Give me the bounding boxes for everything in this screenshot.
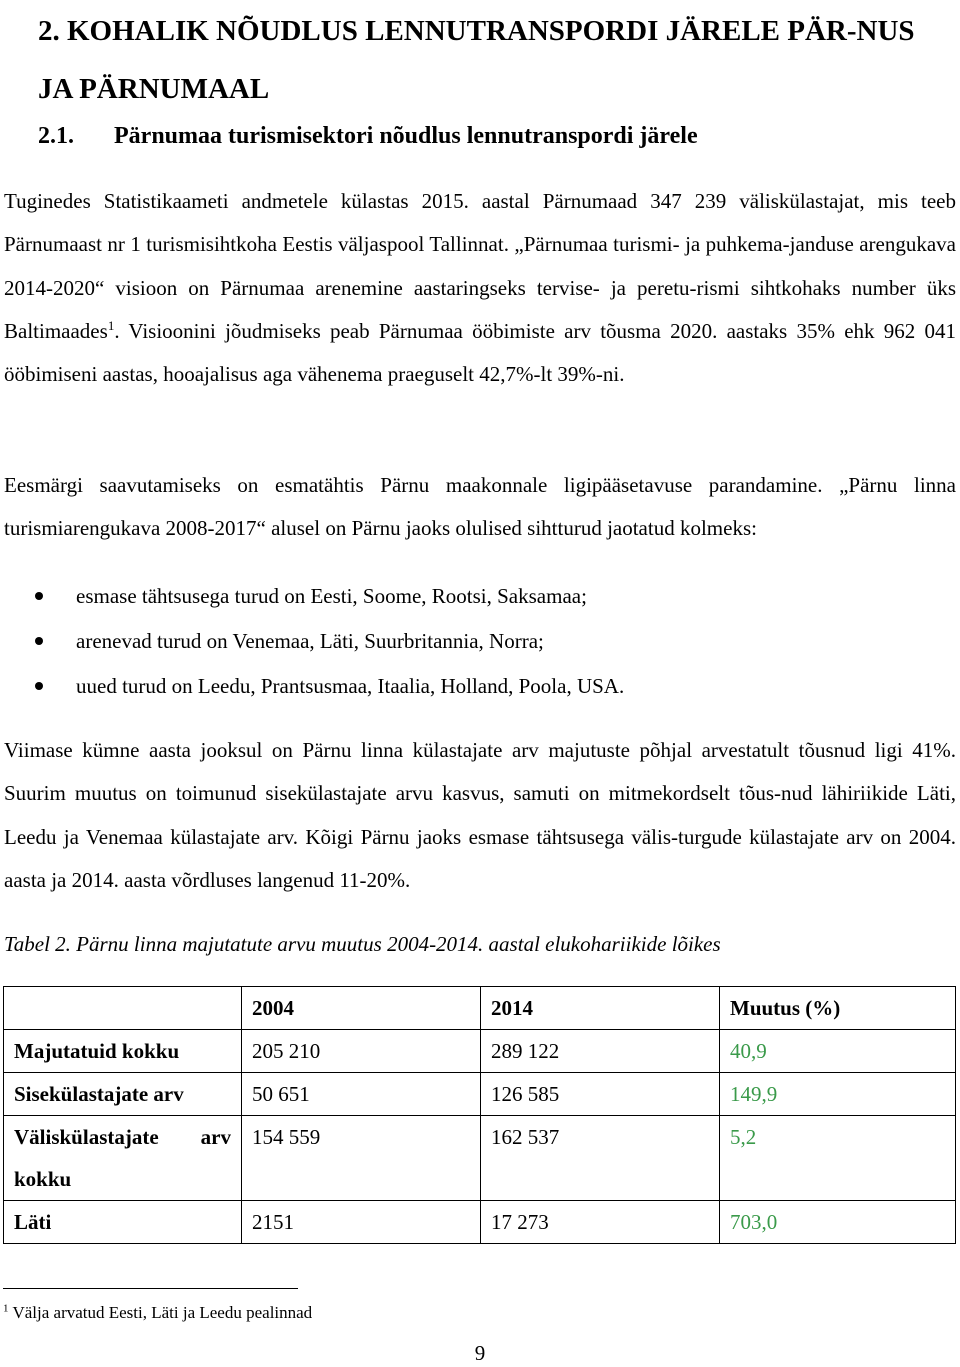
table-header-2004: 2004 bbox=[242, 987, 481, 1030]
table-caption: Tabel 2. Pärnu linna majutatute arvu muutus 2004-2014. aastal elukohariikide lõikes bbox=[4, 932, 721, 956]
paragraph-visitor-trends: Viimase kümne aasta jooksul on Pärnu linna külastajate arv majutuste põhjal arvestatult tõusnud ligi 41%. Suurim muutus on toimunud sisekülastajate arvu kasvus, samuti on mitmekordselt tõus-nud lähiriikide Läti, Leedu ja Venemaa külastajate arv. Kõigi Pärnu jaoks esmase tähtsusega välis-turgude külastajate arv on 2004. aasta ja 2014. aasta võrdluses langenud 11-20%. bbox=[4, 738, 956, 892]
cell-2014: 289 122 bbox=[481, 1030, 720, 1073]
section-heading bbox=[38, 114, 698, 158]
table-header-2014: 2014 bbox=[481, 987, 720, 1030]
cell-2014: 162 537 bbox=[481, 1116, 720, 1201]
cell-2004: 154 559 bbox=[242, 1116, 481, 1201]
cell-2004: 2151 bbox=[242, 1201, 481, 1244]
paragraph-intro-continued: . Visioonini jõudmiseks peab Pärnumaa ööbimiste arv tõusma 2020. aastaks 35% ehk 962 041 ööbimiseni aastas, hooajalisus aga vähenema praeguselt 42,7%-lt 39%-ni. bbox=[4, 318, 956, 387]
table-row bbox=[4, 1030, 956, 1073]
cell-change: 703,0 bbox=[720, 1201, 956, 1244]
footnote-divider bbox=[3, 1288, 298, 1289]
paragraph-intro-text: Tuginedes Statistikaameti andmetele külastas 2015. aastal Pärnumaad 347 239 väliskülastajat, mis teeb Pärnumaast nr 1 turismisihtkoha Eestis väljaspool Tallinnat. „Pärnumaa turismi- ja puhkema-janduse arengukava 2014-2020“ visioon on Pärnumaa arenemine aastaringseks tervise- ja peretu-rismi sihtkohaks number üks Baltimaades bbox=[4, 189, 956, 343]
table-corner-cell bbox=[4, 987, 242, 1030]
bullet-icon bbox=[35, 592, 43, 600]
cell-2004: 205 210 bbox=[242, 1030, 481, 1073]
cell-2014: 126 585 bbox=[481, 1073, 720, 1116]
page-number: 9 bbox=[474, 1341, 486, 1365]
list-item-text: arenevad turud on Venemaa, Läti, Suurbritannia, Norra; bbox=[76, 629, 544, 653]
paragraph-target-markets: Eesmärgi saavutamiseks on esmatähtis Pärnu maakonnale ligipääsetavuse parandamine. „Pärnu linna turismiarengukava 2008-2017“ alusel on Pärnu jaoks olulised sihtturud jaotatud kolmeks: bbox=[4, 473, 956, 541]
table-header-row bbox=[4, 987, 956, 1030]
market-list bbox=[0, 574, 960, 709]
table-row bbox=[4, 1073, 956, 1116]
cell-change: 40,9 bbox=[720, 1030, 956, 1073]
section-number: 2.1. bbox=[38, 123, 74, 149]
list-item bbox=[0, 619, 960, 664]
table-header-change: Muutus (%) bbox=[720, 987, 956, 1030]
cell-2014: 17 273 bbox=[481, 1201, 720, 1244]
table-row bbox=[4, 1116, 956, 1201]
bullet-icon bbox=[35, 637, 43, 645]
section-title: Pärnumaa turismisektori nõudlus lennutranspordi järele bbox=[114, 123, 698, 149]
paragraph-intro bbox=[4, 180, 956, 396]
list-item bbox=[0, 574, 960, 619]
cell-change: 149,9 bbox=[720, 1073, 956, 1116]
footnote-text: Välja arvatud Eesti, Läti ja Leedu pealinnad bbox=[12, 1303, 313, 1322]
accommodation-table bbox=[3, 986, 956, 1244]
row-label: Väliskülastajate arv kokku bbox=[4, 1116, 242, 1201]
bullet-icon bbox=[35, 682, 43, 690]
cell-2004: 50 651 bbox=[242, 1073, 481, 1116]
table-row bbox=[4, 1201, 956, 1244]
footnote-marker: 1 bbox=[3, 1302, 9, 1315]
list-item-text: uued turud on Leedu, Prantsusmaa, Itaalia, Holland, Poola, USA. bbox=[76, 674, 625, 698]
row-label: Majutatuid kokku bbox=[4, 1030, 242, 1073]
footnote bbox=[3, 1299, 312, 1327]
cell-change: 5,2 bbox=[720, 1116, 956, 1201]
list-item-text: esmase tähtsusega turud on Eesti, Soome, Rootsi, Saksamaa; bbox=[76, 584, 587, 608]
row-label: Läti bbox=[4, 1201, 242, 1244]
chapter-heading: 2. KOHALIK NÕUDLUS LENNUTRANSPORDI JÄRELE PÄR-NUS JA PÄRNUMAAL bbox=[38, 15, 915, 105]
footnote-ref[interactable]: 1 bbox=[107, 317, 115, 333]
list-item bbox=[0, 664, 960, 709]
row-label: Sisekülastajate arv bbox=[4, 1073, 242, 1116]
